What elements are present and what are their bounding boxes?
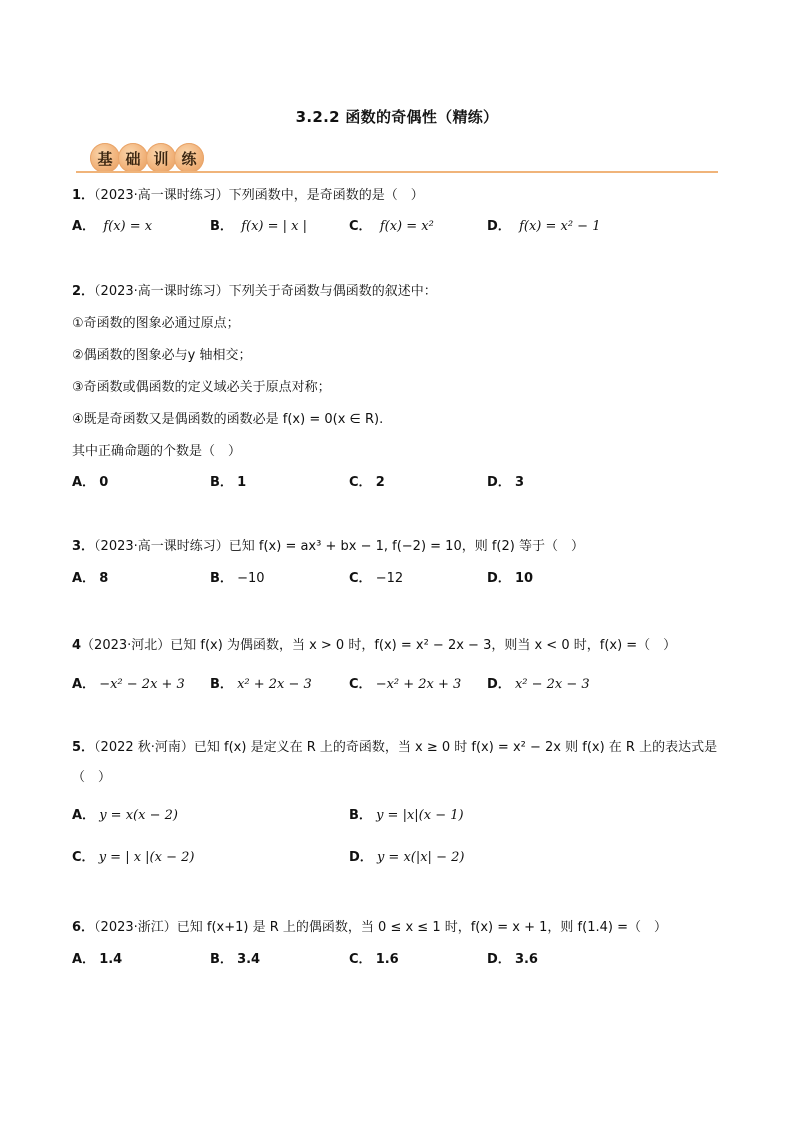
option-value: 2 — [375, 475, 385, 490]
option-label: D． — [487, 677, 511, 692]
option-label: B． — [210, 219, 233, 234]
option-label: A． — [72, 475, 96, 490]
q2-statement-4: ④既是奇函数又是偶函数的函数必是 f(x) = 0(x ∈ R). — [72, 412, 384, 427]
question-text: （2023·浙江）已知 f(x+1) 是 R 上的偶函数，当 0 ≤ x ≤ 1 时，f(x) = x + 1，则 f(1.4) =（ ） — [94, 920, 667, 935]
option-label: D． — [487, 475, 511, 490]
option-label: C． — [349, 952, 372, 967]
section-badge — [90, 143, 202, 173]
q5-option-d[interactable] — [349, 849, 464, 867]
q4-option-a[interactable] — [72, 676, 185, 694]
badge-char: 练 — [174, 143, 204, 173]
option-label: D． — [487, 952, 511, 967]
option-label: A． — [72, 219, 96, 234]
option-label: B． — [210, 677, 233, 692]
q2-option-c[interactable] — [349, 474, 385, 492]
q6-option-c[interactable] — [349, 951, 399, 969]
option-value: 1 — [237, 475, 247, 490]
option-value: 0 — [99, 475, 109, 490]
question-text: （2022 秋·河南）已知 f(x) 是定义在 R 上的奇函数，当 x ≥ 0 时 f(x) = x² − 2x 则 f(x) 在 R 上的表达式是 — [94, 740, 718, 755]
question-text: （2023·高一课时练习）已知 f(x) = ax³ + bx − 1, f(−2) = 10，则 f(2) 等于（ ） — [94, 539, 584, 554]
q1-option-a[interactable] — [72, 218, 152, 236]
option-label: C． — [72, 850, 95, 865]
option-label: D． — [349, 850, 373, 865]
option-label: D． — [487, 571, 511, 586]
option-value: 1.6 — [375, 952, 399, 967]
question-5-paren: （ ） — [72, 770, 112, 785]
page-title: 3.2.2 函数的奇偶性（精练） — [295, 108, 499, 126]
option-label: A． — [72, 677, 96, 692]
option-label: A． — [72, 952, 96, 967]
badge-char: 训 — [146, 143, 176, 173]
question-number: 6． — [72, 920, 95, 935]
q3-option-d[interactable] — [487, 570, 533, 588]
question-text: （2023·高一课时练习）下列函数中，是奇函数的是（ ） — [94, 188, 424, 203]
q1-option-c[interactable] — [349, 218, 434, 236]
option-label: B． — [210, 952, 233, 967]
q6-option-a[interactable] — [72, 951, 122, 969]
option-math: y = x(|x| − 2) — [376, 850, 465, 865]
q5-option-a[interactable] — [72, 807, 178, 825]
option-value: 3 — [514, 475, 524, 490]
question-number: 3． — [72, 539, 95, 554]
option-label: C． — [349, 219, 372, 234]
q2-option-d[interactable] — [487, 474, 524, 492]
question-text: （2023·高一课时练习）下列关于奇函数与偶函数的叙述中： — [94, 284, 437, 299]
option-value: −12 — [375, 571, 404, 586]
q3-option-a[interactable] — [72, 570, 108, 588]
q1-option-b[interactable] — [210, 218, 307, 236]
q2-question: 其中正确命题的个数是（ ） — [72, 444, 242, 459]
option-math: f(x) = x² − 1 — [519, 219, 601, 234]
section-divider — [76, 171, 718, 173]
option-label: B． — [349, 808, 372, 823]
question-4 — [72, 637, 676, 655]
option-math: −x² − 2x + 3 — [99, 677, 185, 692]
q6-option-d[interactable] — [487, 951, 538, 969]
option-value: 8 — [99, 571, 109, 586]
q5-option-c[interactable] — [72, 849, 194, 867]
option-math: x² − 2x − 3 — [514, 677, 590, 692]
option-math: y = |x|(x − 1) — [376, 808, 464, 823]
option-label: B． — [210, 571, 233, 586]
option-label: B． — [210, 475, 233, 490]
q2-statement-1: ①奇函数的图象必通过原点； — [72, 316, 240, 331]
q6-option-b[interactable] — [210, 951, 260, 969]
badge-char: 础 — [118, 143, 148, 173]
question-number: 5． — [72, 740, 95, 755]
q4-option-c[interactable] — [349, 676, 461, 694]
option-label: C． — [349, 475, 372, 490]
question-number: 4 — [72, 638, 82, 653]
q2-option-a[interactable] — [72, 474, 108, 492]
question-2 — [72, 283, 437, 301]
q2-statement-2: ②偶函数的图象必与y 轴相交； — [72, 348, 252, 363]
q5-option-b[interactable] — [349, 807, 464, 825]
question-number: 2． — [72, 284, 95, 299]
option-label: A． — [72, 571, 96, 586]
option-label: A． — [72, 808, 96, 823]
option-math: f(x) = | x | — [241, 219, 307, 234]
option-value: 1.4 — [99, 952, 123, 967]
option-math: y = x(x − 2) — [99, 808, 178, 823]
option-math: f(x) = x² — [379, 219, 434, 234]
q2-option-b[interactable] — [210, 474, 246, 492]
q1-option-d[interactable] — [487, 218, 600, 236]
option-math: y = | x |(x − 2) — [98, 850, 195, 865]
option-math: f(x) = x — [103, 219, 153, 234]
question-5 — [72, 739, 717, 757]
question-text: （2023·河北）已知 f(x) 为偶函数，当 x > 0 时，f(x) = x² − 2x − 3，则当 x < 0 时，f(x) =（ ） — [81, 638, 677, 653]
question-6 — [72, 919, 667, 937]
option-label: C． — [349, 677, 372, 692]
q3-option-c[interactable] — [349, 570, 403, 588]
option-label: D． — [487, 219, 511, 234]
option-math: −x² + 2x + 3 — [375, 677, 462, 692]
option-label: C． — [349, 571, 372, 586]
option-value: −10 — [237, 571, 265, 586]
question-1 — [72, 187, 424, 205]
badge-char: 基 — [90, 143, 120, 173]
q4-option-d[interactable] — [487, 676, 590, 694]
q2-statement-3: ③奇函数或偶函数的定义域必关于原点对称； — [72, 380, 331, 395]
q3-option-b[interactable] — [210, 570, 265, 588]
option-math: x² + 2x − 3 — [237, 677, 312, 692]
q4-option-b[interactable] — [210, 676, 312, 694]
option-value: 3.4 — [237, 952, 261, 967]
question-number: 1． — [72, 188, 95, 203]
option-value: 10 — [514, 571, 534, 586]
question-3 — [72, 538, 584, 556]
option-value: 3.6 — [514, 952, 538, 967]
